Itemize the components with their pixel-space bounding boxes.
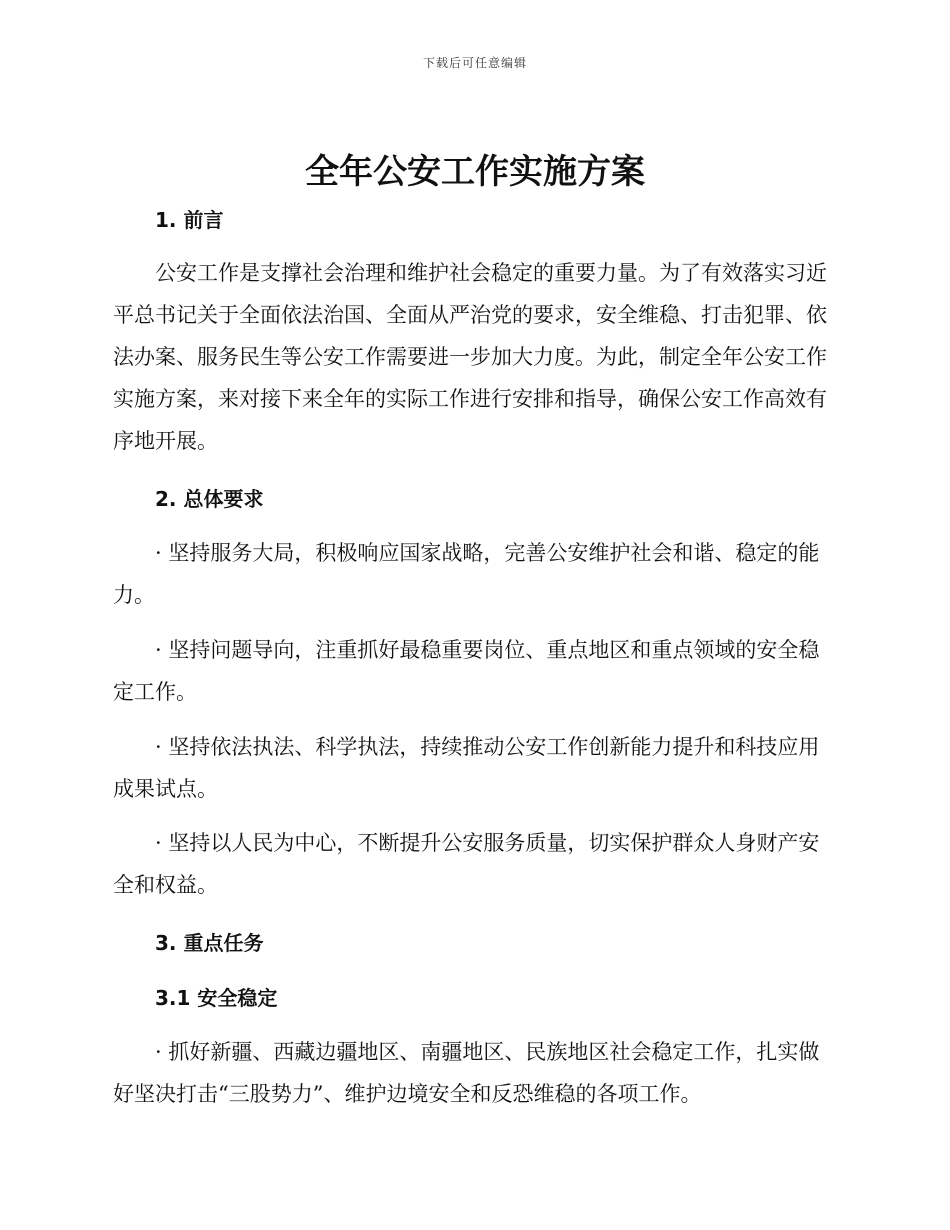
task-item: · 抓好新疆、西藏边疆地区、南疆地区、民族地区社会稳定工作，扎实做好坚决打击“三股势力”、维护边境安全和反恐维稳的各项工作。: [113, 1040, 820, 1106]
section-heading-preface: 1. 前言: [155, 208, 224, 232]
page-header: 下载后可任意编辑: [422, 56, 527, 70]
requirement-item: · 坚持依法执法、科学执法，持续推动公安工作创新能力提升和科技应用成果试点。: [113, 735, 820, 801]
document-title: 全年公安工作实施方案: [305, 152, 645, 192]
requirement-item: · 坚持以人民为中心，不断提升公安服务质量，切实保护群众人身财产安全和权益。: [113, 831, 820, 897]
requirement-item: · 坚持问题导向，注重抓好最稳重要岗位、重点地区和重点领域的安全稳定工作。: [113, 638, 820, 704]
section-heading-key-tasks: 3. 重点任务: [155, 931, 264, 955]
section-heading-general-requirements: 2. 总体要求: [155, 487, 264, 511]
requirement-item: · 坚持服务大局，积极响应国家战略，完善公安维护社会和谐、稳定的能力。: [113, 541, 820, 607]
preface-paragraph: 公安工作是支撑社会治理和维护社会稳定的重要力量。为了有效落实习近平总书记关于全面依法治国、全面从严治党的要求，安全维稳、打击犯罪、依法办案、服务民生等公安工作需要进一步加大力度。为此，制定全年公安工作实施方案，来对接下来全年的实际工作进行安排和指导，确保公安工作高效有序地开展。: [113, 261, 827, 453]
subsection-heading-security-stability: 3.1 安全稳定: [155, 986, 278, 1010]
